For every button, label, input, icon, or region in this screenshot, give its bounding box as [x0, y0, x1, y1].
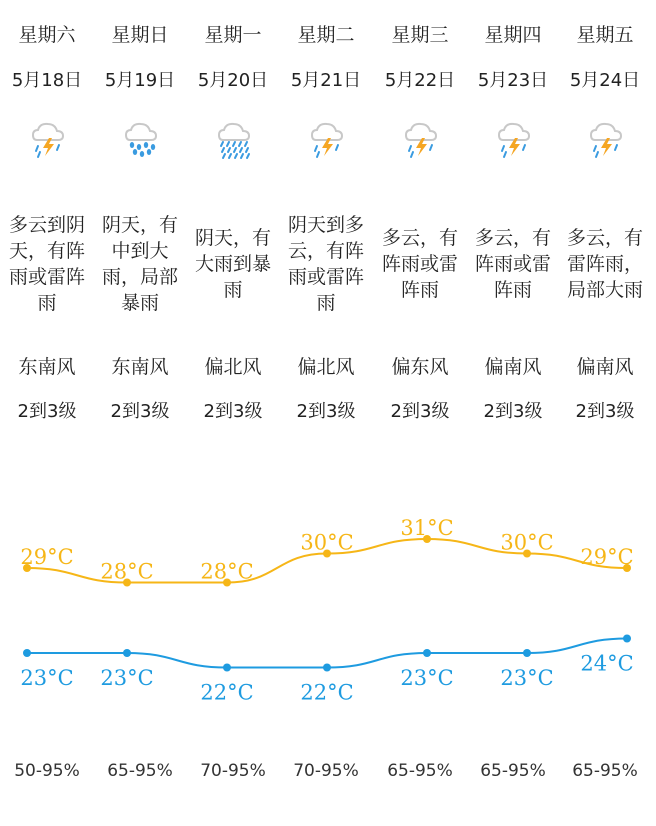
- wind-level: 2到3级: [390, 401, 450, 422]
- humidity-value: 65-95%: [387, 761, 453, 781]
- moderate-rain-icon: [120, 118, 162, 160]
- low-temp-label: 22°C: [200, 680, 254, 705]
- low-temp-label: 23°C: [20, 666, 74, 690]
- date-label: 5月24日: [569, 70, 641, 91]
- weather-description: [471, 196, 556, 332]
- wind-level: 2到3级: [296, 401, 356, 422]
- weekday-label: 星期二: [297, 24, 355, 46]
- humidity-value: 50-95%: [14, 761, 80, 781]
- date-label: 5月18日: [11, 70, 83, 91]
- wind-level: 2到3级: [575, 401, 635, 422]
- weather-description: [284, 196, 369, 332]
- weekday-label: 星期一: [204, 24, 262, 46]
- low-temp-label: 22°C: [300, 680, 354, 705]
- wind-level: 2到3级: [110, 401, 170, 422]
- forecast-day-column: [1, 0, 94, 440]
- forecast-day-column: [280, 0, 373, 440]
- low-temp-point: [223, 664, 231, 672]
- low-temp-line: [27, 639, 627, 668]
- weekday-label: 星期五: [576, 24, 634, 46]
- date-label: 5月23日: [477, 70, 549, 91]
- humidity-value: 65-95%: [107, 761, 173, 781]
- weather-description: [5, 196, 90, 332]
- date-label: 5月19日: [104, 70, 176, 91]
- wind-direction: 东南风: [18, 356, 76, 378]
- weather-description: [191, 196, 276, 332]
- thunderstorm-icon: [27, 118, 69, 160]
- high-temp-label: 31°C: [400, 516, 454, 540]
- low-temp-label: 23°C: [400, 666, 454, 690]
- weather-description-text: 多云到阴天，有阵雨或雷阵雨: [8, 214, 85, 314]
- heavy-rain-icon: [213, 118, 255, 160]
- forecast-day-column: [559, 0, 652, 440]
- weekday-label: 星期六: [18, 24, 76, 46]
- low-temp-point: [623, 635, 631, 643]
- weather-description: [378, 196, 463, 332]
- low-temp-point: [523, 649, 531, 657]
- weekday-label: 星期四: [484, 24, 542, 46]
- weather-description: [563, 196, 648, 332]
- weather-description-text: 多云，有阵雨或雷阵雨: [474, 227, 551, 301]
- high-temp-label: 30°C: [300, 530, 354, 555]
- date-label: 5月22日: [384, 70, 456, 91]
- low-temp-label: 23°C: [500, 666, 554, 690]
- wind-direction: 偏南风: [484, 356, 542, 378]
- thunderstorm-icon: [585, 118, 627, 160]
- weather-description-text: 阴天到多云，有阵雨或雷阵雨: [287, 214, 364, 314]
- wind-direction: 东南风: [111, 356, 169, 378]
- forecast-day-column: [94, 0, 187, 440]
- low-temp-label: 24°C: [580, 651, 634, 676]
- wind-direction: 偏东风: [391, 356, 449, 378]
- wind-direction: 偏北风: [297, 356, 355, 378]
- date-label: 5月20日: [197, 70, 269, 91]
- weekday-label: 星期三: [391, 24, 449, 46]
- humidity-value: 70-95%: [200, 761, 266, 781]
- weather-description: [98, 196, 183, 332]
- high-temp-label: 28°C: [100, 559, 154, 584]
- forecast-day-column: [467, 0, 560, 440]
- weather-description-text: 多云，有雷阵雨，局部大雨: [566, 227, 643, 301]
- wind-level: 2到3级: [203, 401, 263, 422]
- humidity-row: [0, 758, 656, 788]
- weekday-label: 星期日: [111, 24, 169, 46]
- weather-description-text: 多云，有阵雨或雷阵雨: [381, 227, 458, 301]
- thunderstorm-icon: [306, 118, 348, 160]
- high-temp-label: 30°C: [500, 530, 554, 555]
- high-temp-label: 28°C: [200, 559, 254, 584]
- humidity-value: 65-95%: [572, 761, 638, 781]
- thunderstorm-icon: [493, 118, 535, 160]
- weather-description-text: 阴天，有中到大雨，局部暴雨: [101, 214, 178, 314]
- low-temp-point: [323, 664, 331, 672]
- low-temp-label: 23°C: [100, 666, 154, 690]
- humidity-value: 65-95%: [480, 761, 546, 781]
- weather-description-text: 阴天，有大雨到暴雨: [194, 227, 271, 301]
- high-temp-label: 29°C: [580, 545, 634, 569]
- high-temp-label: 29°C: [20, 545, 74, 569]
- low-temp-point: [123, 649, 131, 657]
- low-temp-point: [23, 649, 31, 657]
- wind-level: 2到3级: [17, 401, 77, 422]
- temperature-chart: [0, 500, 656, 720]
- wind-level: 2到3级: [483, 401, 543, 422]
- wind-direction: 偏北风: [204, 356, 262, 378]
- forecast-day-column: [187, 0, 280, 440]
- humidity-value: 70-95%: [293, 761, 359, 781]
- forecast-day-column: [374, 0, 467, 440]
- thunderstorm-icon: [400, 118, 442, 160]
- wind-direction: 偏南风: [576, 356, 634, 378]
- low-temp-point: [423, 649, 431, 657]
- date-label: 5月21日: [290, 70, 362, 91]
